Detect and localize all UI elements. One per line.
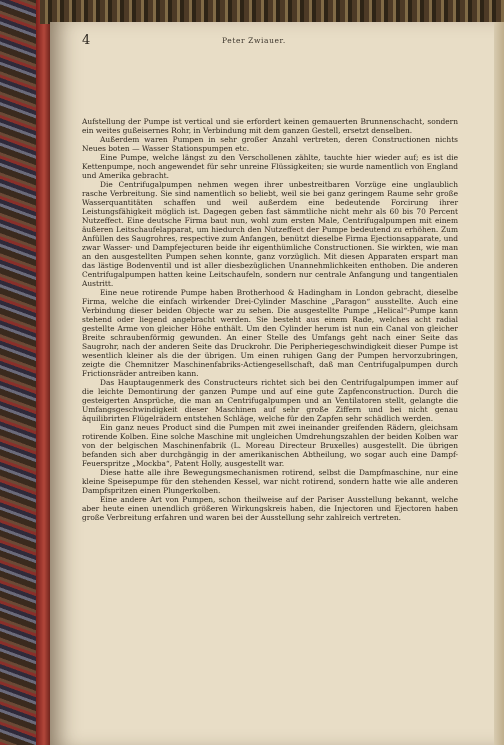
page-edge xyxy=(494,22,504,745)
paragraph: Außerdem waren Pumpen in sehr großer Anzahl vertreten, deren Constructionen nichts Neues boten — Wasser Stationspumpen etc. xyxy=(82,135,458,153)
page-number: 4 xyxy=(82,33,91,48)
paragraph: Ein ganz neues Product sind die Pumpen mit zwei ineinander greifenden Rädern, gleichsam rotirende Kolben. Eine solche Maschine mit ungleichen Umdrehungszahlen der beiden Kolben war von der belgischen Maschinenfabrik (L. Moreau Directeur Bruxelles) ausgestellt. Die übrigen befanden sich aber durchgängig in der amerikanischen Abtheilung, wo sogar auch eine Dampf-Feuerspritze „Mockba“, Patent Holly, ausgestellt war. xyxy=(82,423,458,468)
paragraph: Eine andere Art von Pumpen, schon theilweise auf der Pariser Ausstellung bekannt, welche aber heute einen unendlich größeren Wirkungskreis haben, die Injectoren und Ejectoren haben große Verbreitung erfahren und waren bei der Ausstellung sehr zahlreich vertreten. xyxy=(82,495,458,522)
paragraph: Eine Pumpe, welche längst zu den Verschollenen zählte, tauchte hier wieder auf; es ist die Kettenpumpe, noch angewendet für sehr unreine Flüssigkeiten; sie wurde namentlich von England und Amerika gebracht. xyxy=(82,153,458,180)
paragraph: Aufstellung der Pumpe ist vertical und sie erfordert keinen gemauerten Brunnenschacht, sondern ein weites gußeisernes Rohr, in Verbindung mit dem ganzen Gestell, ersetzt denselben. xyxy=(82,117,458,135)
paragraph: Die Centrifugalpumpen nehmen wegen ihrer unbestreitbaren Vorzüge eine unglaublich rasche Verbreitung. Sie sind namentlich so beliebt, weil sie bei ganz geringem Raume sehr große Wasserquantitäten schaffen und weil außerdem eine bedeutende Forcirung ihrer Leistungsfähigkeit möglich ist. Dagegen geben fast sämmtliche nicht mehr als 60 bis 70 Percent Nutzeffect. Eine deutsche Firma baut nun, wohl zum ersten Male, Centrifugalpumpen mit einem äußeren Leitschaufelapparat, um hiedurch den Nutzeffect der Pumpe bedeutend zu erhöhen. Zum Anfüllen des Saugrohres, respective zum Anfangen, benützt dieselbe Firma Ejectionsapparate, und zwar Wasser- und Dampfejecturen beide ihr eigenthümliche Constructionen. Sie wirkten, wie man an den ausgestellten Pumpen sehen konnte, ganz vorzüglich. Mit diesen Apparaten erspart man das lästige Bodenventil und ist aller diesbezüglichen Unannehmlichkeiten enthoben. Die anderen Centrifugalpumpen hatten keine Leitschaufeln, sondern nur centrale Anfangung und tangentialen Austritt. xyxy=(82,180,458,288)
running-title: Peter Zwiauer. xyxy=(222,36,286,45)
book-top-edge xyxy=(40,0,504,24)
page-header xyxy=(82,33,458,49)
paragraph: Eine neue rotirende Pumpe haben Brotherhood & Hadingham in London gebracht, dieselbe Firma, welche die einfach wirkender Drei-Cylinder Maschine „Paragon“ ausstellte. Auch eine Verbindung dieser beiden Objecte war zu sehen. Die ausgestellte Pumpe „Helical“-Pumpe kann stehend oder liegend angebracht werden. Sie besteht aus einem Rade, welches acht radial gestellte Arme von gleicher Höhe enthält. Um den Cylinder herum ist nun ein Canal von gleicher Breite schraubenförmig gewunden. An einer Stelle des Umfangs geht nach einer Seite das Saugrohr, nach der anderen Seite das Druckrohr. Die Peripheriegeschwindigkeit dieser Pumpe ist wesentlich kleiner als die der übrigen. Um einen ruhigen Gang der Pumpen hervorzubringen, zeigte die Chemnitzer Maschinenfabriks-Actiengesellschaft, daß man Centrifugalpumpen durch Frictionsräder antreiben kann. xyxy=(82,288,458,378)
paragraph: Diese hatte alle ihre Bewegungsmechanismen rotirend, selbst die Dampfmaschine, nur eine kleine Speisepumpe für den stehenden Kessel, war nicht rotirend, sondern hatte wie alle anderen Dampfspritzen einen Plungerkolben. xyxy=(82,468,458,495)
paragraph: Das Hauptaugenmerk des Constructeurs richtet sich bei den Centrifugalpumpen immer auf die leichte Demontirung der ganzen Pumpe und auf eine gute Zapfenconstruction. Durch die gesteigerten Ansprüche, die man an Centrifugalpumpen und an Ventilatoren stellt, gelangte die Umfangsgeschwindigkeit dieser Maschinen auf sehr große Ziffern und bei nicht genau äquilibrirten Flügelrädern entstehen Schläge, welche für den Zapfen sehr schädlich werden. xyxy=(82,378,458,423)
body-text xyxy=(82,117,458,522)
